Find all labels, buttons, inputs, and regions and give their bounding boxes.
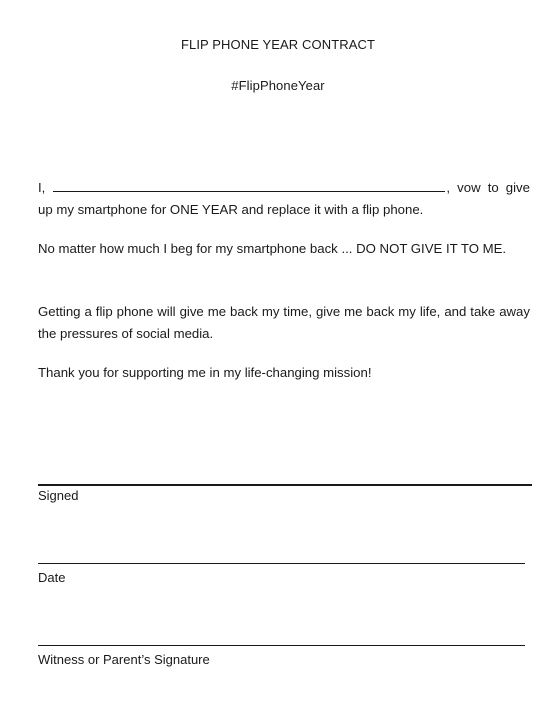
date-label: Date	[38, 570, 66, 585]
vow-paragraph	[38, 177, 530, 221]
contract-hashtag: #FlipPhoneYear	[231, 78, 325, 93]
benefits-paragraph: Getting a flip phone will give me back my time, give me back my life, and take away the pressures of social media.	[38, 304, 530, 341]
no-give-back-paragraph: No matter how much I beg for my smartphone back ... DO NOT GIVE IT TO ME.	[38, 241, 507, 256]
contract-title: FLIP PHONE YEAR CONTRACT	[180, 37, 376, 52]
thank-you-paragraph: Thank you for supporting me in my life-changing mission!	[38, 365, 372, 380]
witness-label: Witness or Parent’s Signature	[38, 652, 210, 667]
signed-signature-line[interactable]	[38, 484, 532, 486]
name-blank-line[interactable]	[53, 179, 445, 192]
date-line[interactable]	[38, 563, 525, 564]
vow-suffix: , vow to give up my smartphone for ONE YEAR and replace it with a flip phone.	[38, 180, 530, 217]
vow-prefix: I,	[38, 180, 53, 195]
witness-signature-line[interactable]	[38, 645, 525, 646]
signed-label: Signed	[38, 488, 79, 503]
